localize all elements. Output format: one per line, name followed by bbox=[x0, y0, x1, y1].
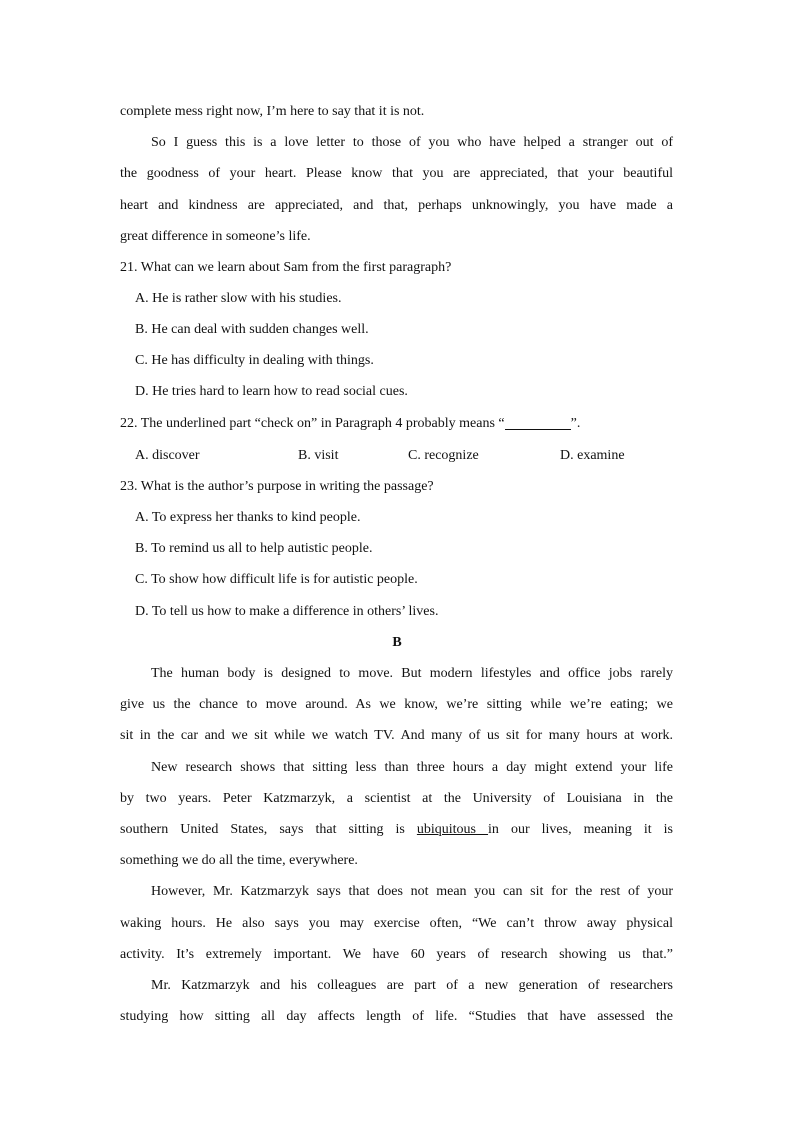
passage-line: waking hours. He also says you may exercise often, “We can’t throw away physical bbox=[120, 916, 673, 931]
question-21-option-c: C. He has difficulty in dealing with things. bbox=[135, 353, 374, 368]
question-21-option-a: A. He is rather slow with his studies. bbox=[135, 291, 342, 306]
passage-line: great difference in someone’s life. bbox=[120, 229, 311, 244]
answer-blank bbox=[505, 415, 571, 430]
section-heading: B bbox=[392, 635, 402, 650]
question-22-stem-end: ”. bbox=[570, 416, 581, 431]
question-23-stem: 23. What is the author’s purpose in writing the passage? bbox=[120, 479, 434, 494]
passage-line: something we do all the time, everywhere. bbox=[120, 853, 358, 868]
question-22-stem-text: 22. The underlined part “check on” in Paragraph 4 probably means “ bbox=[120, 416, 505, 431]
underlined-word: ubiquitous bbox=[416, 822, 489, 837]
passage-text: southern United States, says that sitting is bbox=[120, 822, 417, 837]
question-23-option-d: D. To tell us how to make a difference in others’ lives. bbox=[135, 604, 439, 619]
question-21-option-b: B. He can deal with sudden changes well. bbox=[135, 322, 369, 337]
question-23-option-a: A. To express her thanks to kind people. bbox=[135, 510, 361, 525]
passage-line: the goodness of your heart. Please know that you are appreciated, that your beautiful bbox=[120, 166, 673, 181]
passage-text: in our lives, meaning it is bbox=[488, 822, 673, 837]
passage-line: heart and kindness are appreciated, and that, perhaps unknowingly, you have made a bbox=[120, 198, 673, 213]
passage-line: complete mess right now, I’m here to say that it is not. bbox=[120, 104, 425, 119]
passage-line: Mr. Katzmarzyk and his colleagues are part of a new generation of researchers bbox=[151, 978, 673, 993]
question-22-option-c: C. recognize bbox=[408, 448, 479, 463]
passage-line: So I guess this is a love letter to those of you who have helped a stranger out of bbox=[151, 135, 673, 150]
passage-line: by two years. Peter Katzmarzyk, a scientist at the University of Louisiana in the bbox=[120, 791, 673, 806]
passage-line: New research shows that sitting less than three hours a day might extend your life bbox=[151, 760, 673, 775]
question-23-option-c: C. To show how difficult life is for autistic people. bbox=[135, 572, 418, 587]
question-22-stem bbox=[120, 414, 673, 434]
passage-line bbox=[120, 820, 673, 840]
question-23-option-b: B. To remind us all to help autistic people. bbox=[135, 541, 373, 556]
passage-line: activity. It’s extremely important. We have 60 years of research showing us that.” bbox=[120, 947, 673, 962]
passage-line: give us the chance to move around. As we know, we’re sitting while we’re eating; we bbox=[120, 697, 673, 712]
passage-line: studying how sitting all day affects length of life. “Studies that have assessed the bbox=[120, 1009, 673, 1024]
passage-line: However, Mr. Katzmarzyk says that does not mean you can sit for the rest of your bbox=[151, 884, 673, 899]
passage-line: sit in the car and we sit while we watch TV. And many of us sit for many hours at work. bbox=[120, 728, 673, 743]
question-22-options bbox=[135, 446, 673, 466]
question-22-option-d: D. examine bbox=[560, 448, 625, 463]
question-21-stem: 21. What can we learn about Sam from the first paragraph? bbox=[120, 260, 452, 275]
question-22-option-b: B. visit bbox=[298, 448, 339, 463]
question-22-option-a: A. discover bbox=[135, 448, 200, 463]
passage-line: The human body is designed to move. But modern lifestyles and office jobs rarely bbox=[151, 666, 673, 681]
question-21-option-d: D. He tries hard to learn how to read social cues. bbox=[135, 384, 408, 399]
